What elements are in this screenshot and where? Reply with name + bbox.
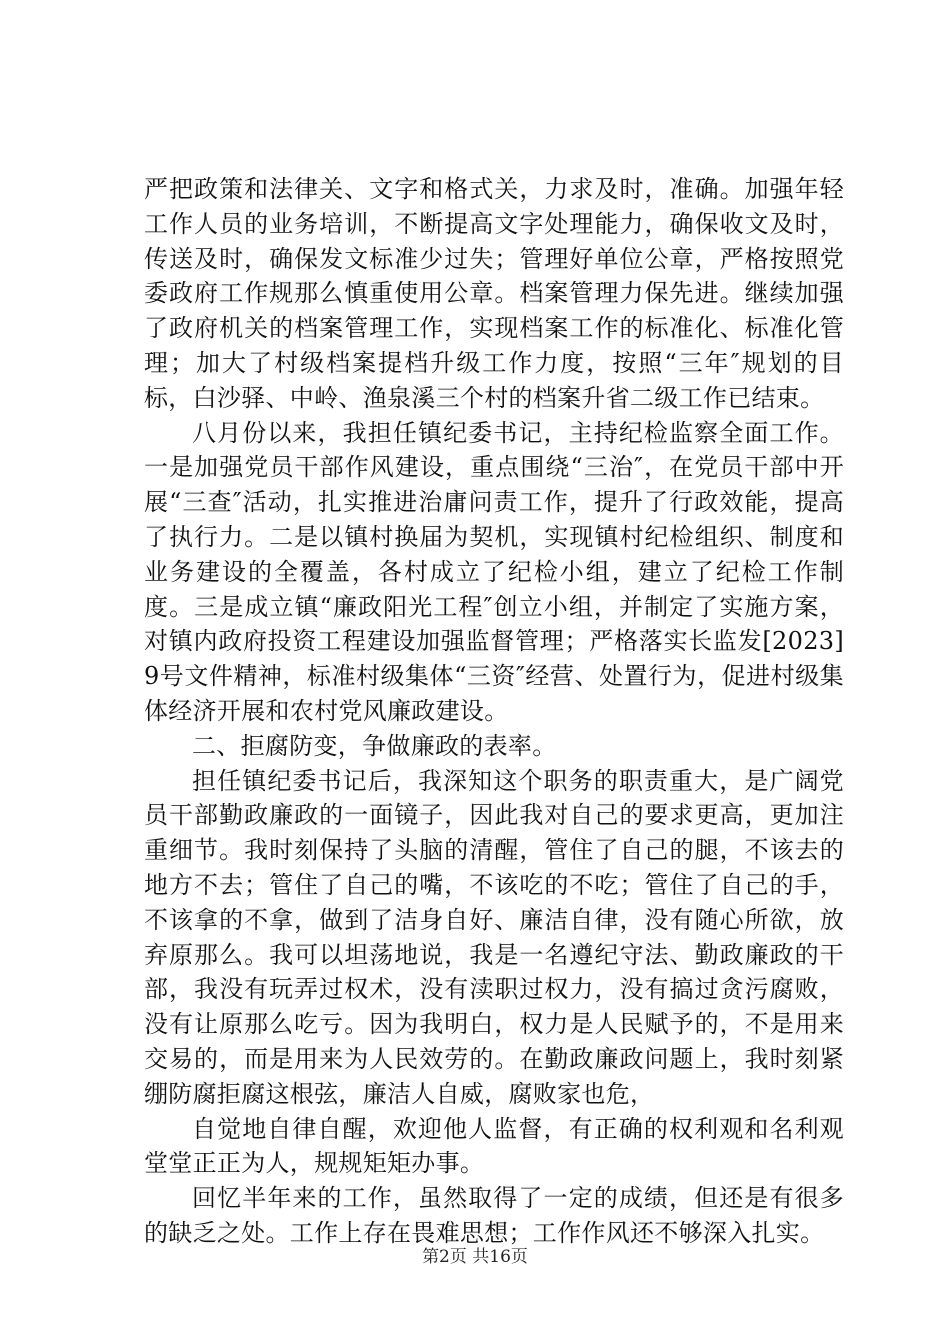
paragraph-self-discipline: 自觉地自律自醒，欢迎他人监督，有正确的权利观和名利观堂堂正正为人，规规矩矩办事。	[144, 1114, 844, 1178]
document-body	[144, 172, 844, 1251]
paragraph-integrity: 担任镇纪委书记后，我深知这个职务的职责重大，是广阔党员干部勤政廉政的一面镜子，因此我对自己的要求更高，更加注重细节。我时刻保持了头脑的清醒，管住了自己的腿，不该去的地方不去；管住了自己的嘴，不该吃的不吃；管住了自己的手，不该拿的不拿，做到了洁身自好、廉洁自律，没有随心所欲，放弃原那么。我可以坦荡地说，我是一名遵纪守法、勤政廉政的干部，我没有玩弄过权术，没有渎职过权力，没有搞过贪污腐败，没有让原那么吃亏。因为我明白，权力是人民赋予的，不是用来交易的，而是用来为人民效劳的。在勤政廉政问题上，我时刻紧绷防腐拒腐这根弦，廉洁人自威，腐败家也危，	[144, 766, 844, 1108]
section-heading-anti-corruption: 二、拒腐防变，争做廉政的表率。	[192, 731, 557, 760]
paragraph-policy-archives: 严把政策和法律关、文字和格式关，力求及时，准确。加强年轻工作人员的业务培训，不断提高文字处理能力，确保收文及时，传送及时，确保发文标准少过失；管理好单位公章，严格按照党委政府工作规那么慎重使用公章。档案管理力保先进。继续加强了政府机关的档案管理工作，实现档案工作的标准化、标准化管理；加大了村级档案提档升级工作力度，按照“三年″规划的目标，白沙驿、中岭、渔泉溪三个村的档案升省二级工作已结束。	[144, 175, 844, 412]
page-number-footer: 第2页 共16页	[422, 1247, 528, 1267]
paragraph-discipline-work: 八月份以来，我担任镇纪委书记，主持纪检监察全面工作。一是加强党员干部作风建设，重点围绕“三治″，在党员干部中开展“三查″活动，扎实推进治庸问责工作，提升了行政效能，提高了执行力。二是以镇村换届为契机，实现镇村纪检组织、制度和业务建设的全覆盖，各村成立了纪检小组，建立了纪检工作制度。三是成立镇“廉政阳光工程″创立小组，并制定了实施方案，对镇内政府投资工程建设加强监督管理；严格落实长监发[2023]9号文件精神，标准村级集体“三资″经营、处置行为，促进村级集体经济开展和农村党风廉政建设。	[144, 418, 844, 725]
paragraph-shortcomings: 回忆半年来的工作，虽然取得了一定的成绩，但还是有很多的缺乏之处。工作上存在畏难思想；工作作风还不够深入扎实。	[144, 1184, 844, 1247]
